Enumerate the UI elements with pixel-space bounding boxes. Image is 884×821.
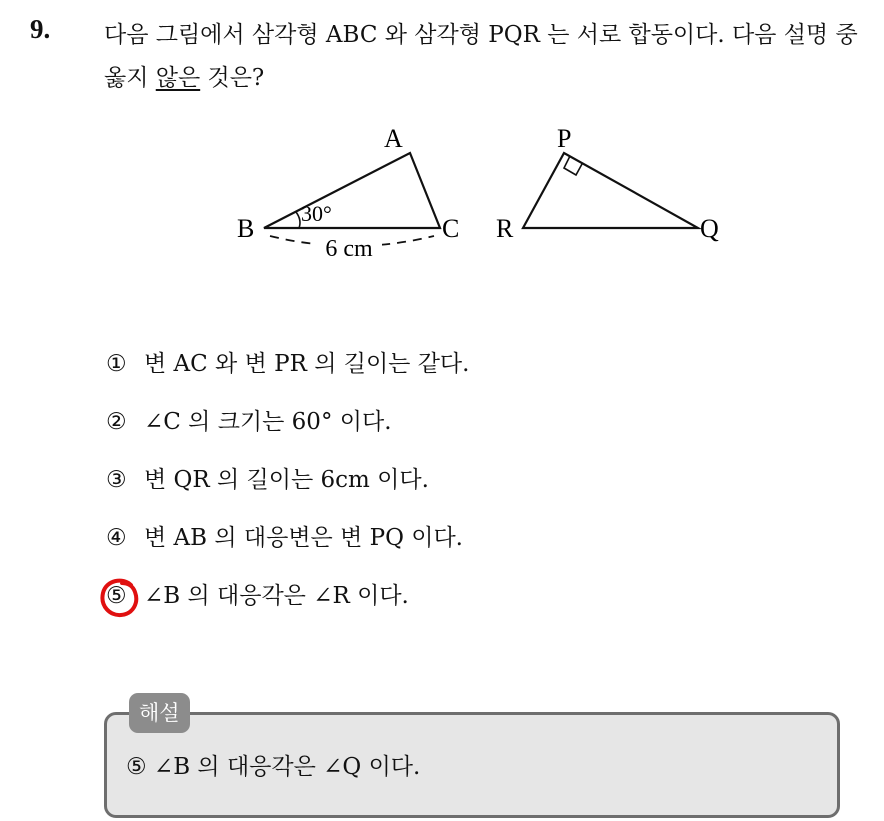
triangle-pqr: [523, 153, 698, 228]
choice-2[interactable]: [106, 400, 806, 458]
question-text-underlined: 않은: [155, 65, 201, 91]
choice-4[interactable]: [106, 516, 806, 574]
explanation-label: 해설: [129, 693, 190, 733]
choice-mark: ③: [106, 467, 127, 493]
label-a: A: [384, 124, 403, 153]
label-b: B: [237, 214, 255, 243]
label-c: C: [442, 214, 460, 243]
angle-b-arc: [296, 212, 300, 228]
choice-5[interactable]: [106, 574, 806, 632]
triangle-figure: [0, 0, 884, 300]
choice-text: 변 AC 와 변 PR 의 길이는 같다.: [144, 351, 470, 377]
label-p: P: [557, 124, 572, 153]
choice-text: 변 QR 의 길이는 6cm 이다.: [144, 467, 429, 493]
choice-mark: ⑤: [106, 583, 127, 609]
choice-mark: ②: [106, 409, 127, 435]
choice-list: [106, 342, 806, 632]
choice-mark: ①: [106, 351, 127, 377]
label-r: R: [496, 214, 514, 243]
choice-3[interactable]: [106, 458, 806, 516]
choice-text: 변 AB 의 대응변은 변 PQ 이다.: [144, 525, 463, 551]
choice-text: ∠B 의 대응각은 ∠R 이다.: [144, 583, 409, 609]
explanation-text: ⑤ ∠B 의 대응각은 ∠Q 이다.: [126, 754, 421, 780]
choice-text: ∠C 의 크기는 60° 이다.: [144, 409, 392, 435]
label-q: Q: [700, 214, 719, 243]
answer-circle-icon: [98, 576, 142, 620]
question-text-part1: 다음 그림에서 삼각형 ABC 와 삼각형 PQR 는 서로 합동이다. 다음 설명 중 옳지: [104, 22, 858, 91]
side-bc-label: 6 cm: [325, 236, 373, 262]
question-text-part2: 것은?: [200, 65, 265, 91]
triangle-abc: [264, 153, 440, 228]
choice-1[interactable]: [106, 342, 806, 400]
angle-b-label: 30°: [301, 201, 332, 226]
question-number: 9.: [30, 14, 51, 44]
choice-mark: ④: [106, 525, 127, 551]
